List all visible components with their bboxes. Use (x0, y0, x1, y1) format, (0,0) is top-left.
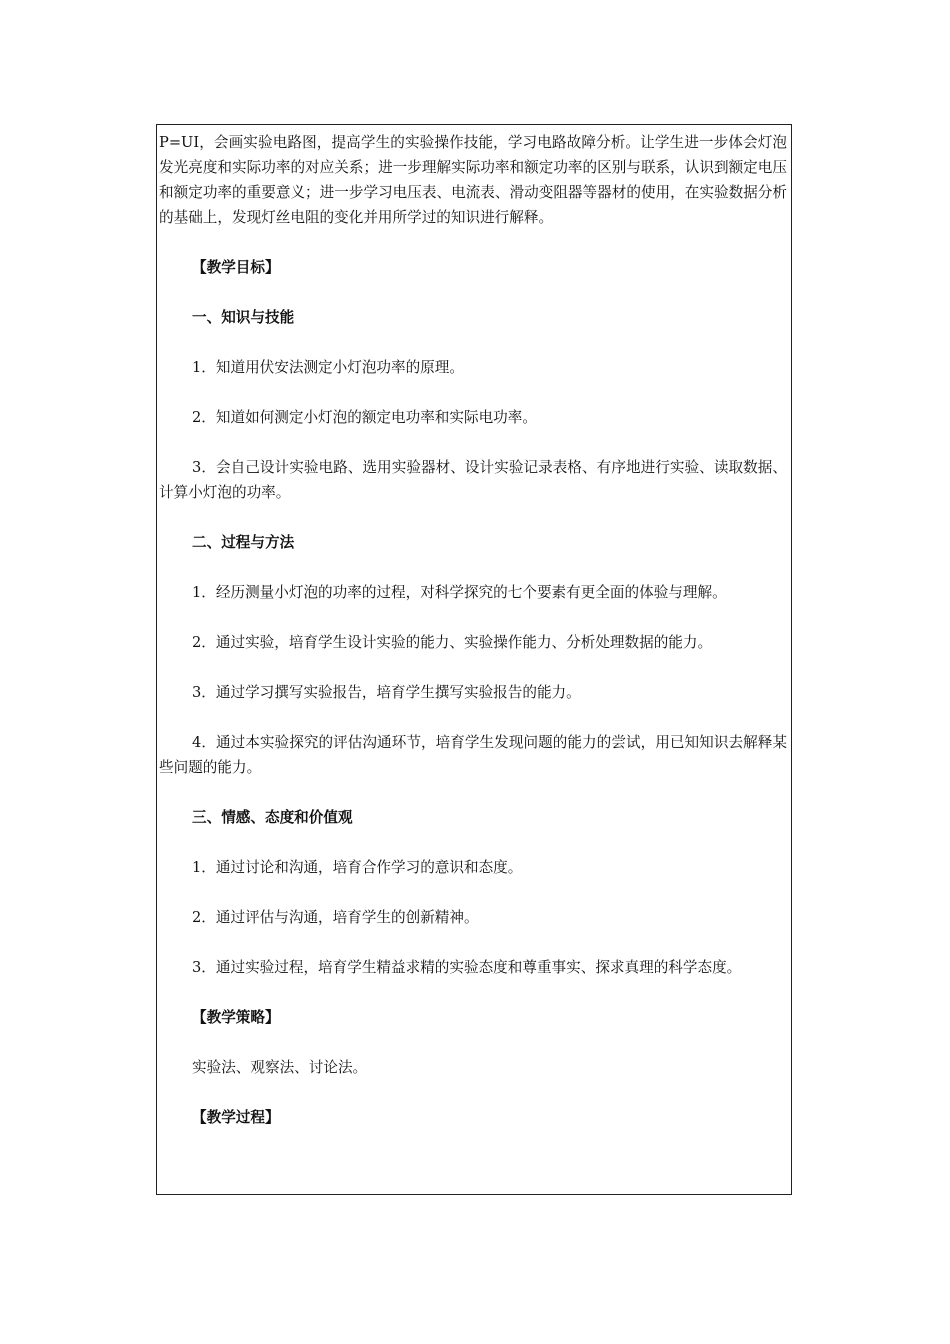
list-item: 2．知道如何测定小灯泡的额定电功率和实际电功率。 (192, 409, 537, 426)
list-item: 4．通过本实验探究的评估沟通环节，培育学生发现问题的能力的尝试，用已知知识去解释某些问题的能力。 (159, 734, 787, 776)
list-item: 1．通过讨论和沟通，培育合作学习的意识和态度。 (192, 859, 523, 876)
document-body (159, 130, 787, 1130)
list-item: 1．知道用伏安法测定小灯泡功率的原理。 (192, 359, 464, 376)
teaching-process-heading: 【教学过程】 (192, 1109, 280, 1126)
strategy-text: 实验法、观察法、讨论法。 (192, 1059, 368, 1076)
list-item: 3．通过实验过程，培育学生精益求精的实验态度和尊重事实、探求真理的科学态度。 (192, 959, 742, 976)
list-item: 3．通过学习撰写实验报告，培育学生撰写实验报告的能力。 (192, 684, 581, 701)
teaching-strategy-heading: 【教学策略】 (192, 1009, 280, 1026)
list-item: 2．通过实验，培育学生设计实验的能力、实验操作能力、分析处理数据的能力。 (192, 634, 713, 651)
list-item: 2．通过评估与沟通，培育学生的创新精神。 (192, 909, 479, 926)
section-process-method-heading: 二、过程与方法 (192, 534, 295, 551)
intro-paragraph: P=UI，会画实验电路图，提高学生的实验操作技能，学习电路故障分析。让学生进一步体会灯泡发光亮度和实际功率的对应关系；进一步理解实际功率和额定功率的区别与联系，认识到额定电压和额定功率的重要意义；进一步学习电压表、电流表、滑动变阻器等器材的使用，在实验数据分析的基础上，发现灯丝电阻的变化并用所学过的知识进行解释。 (159, 134, 787, 226)
section-knowledge-heading: 一、知识与技能 (192, 309, 295, 326)
teaching-goals-heading: 【教学目标】 (192, 259, 280, 276)
list-item: 3．会自己设计实验电路、选用实验器材、设计实验记录表格、有序地进行实验、读取数据、计算小灯泡的功率。 (159, 459, 787, 501)
document-table-cell (156, 124, 792, 1195)
list-item: 1．经历测量小灯泡的功率的过程，对科学探究的七个要素有更全面的体验与理解。 (192, 584, 727, 601)
section-attitude-heading: 三、情感、态度和价值观 (192, 809, 353, 826)
